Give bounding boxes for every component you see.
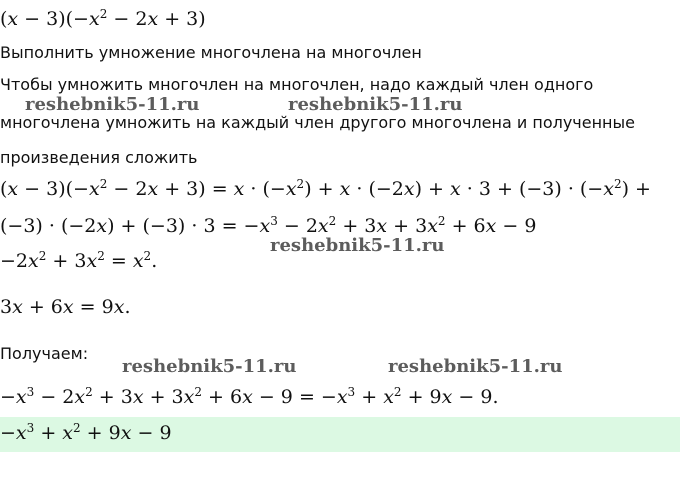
watermark: reshebnik5-11.ru: [122, 356, 297, 377]
combine-squares: $-2x^2 + 3x^2 = x^2$.: [0, 249, 158, 272]
result-line: $-x^3 - 2x^2 + 3x + 3x^2 + 6x - 9 = -x^3 + x^2 + 9x - 9$.: [0, 385, 499, 408]
result-label: Получаем:: [0, 344, 89, 363]
expansion-line-2: $(-3) \cdot (-2x) + (-3) \cdot 3 = -x^3 - 2x^2 + 3x + 3x^2 + 6x - 9$: [0, 214, 537, 237]
rule-line-1: Чтобы умножить многочлен на многочлен, надо каждый член одного: [0, 75, 594, 94]
combine-linear: 3x + 6x = 9x.: [0, 296, 131, 318]
watermark: reshebnik5-11.ru: [25, 94, 200, 115]
watermark: reshebnik5-11.ru: [288, 94, 463, 115]
problem-expression: $(x - 3)(-x^2 - 2x + 3)$: [0, 7, 206, 30]
answer-expression: $-x^3 + x^2 + 9x - 9$: [0, 421, 172, 444]
rule-line-3: произведения сложить: [0, 148, 198, 167]
watermark: reshebnik5-11.ru: [388, 356, 563, 377]
rule-line-2: многочлена умножить на каждый член другого многочлена и полученные: [0, 113, 635, 132]
expansion-line-1: $(x - 3)(-x^2 - 2x + 3) = x \cdot (-x^2) + x \cdot (-2x) + x \cdot 3 + (-3) \cdot (-x^2)$ +: [0, 177, 651, 200]
task-text: Выполнить умножение многочлена на многочлен: [0, 43, 422, 62]
watermark: reshebnik5-11.ru: [270, 235, 445, 256]
